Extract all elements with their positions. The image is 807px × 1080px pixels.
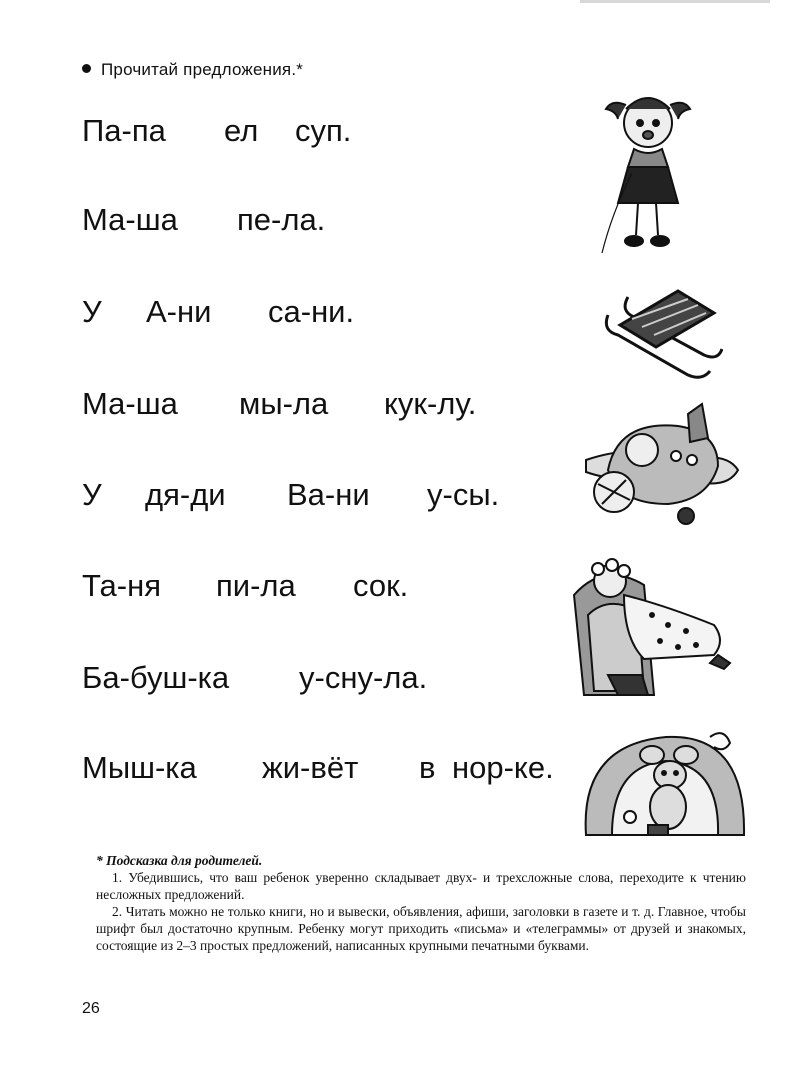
word: пи-ла bbox=[216, 568, 296, 603]
instruction-text: Прочитай предложения.* bbox=[101, 60, 304, 79]
word: Ма-ша bbox=[82, 202, 178, 237]
grandma-icon bbox=[568, 555, 738, 705]
word: Па-па bbox=[82, 113, 166, 148]
top-edge-line bbox=[580, 0, 770, 3]
bullet-dot-icon bbox=[82, 64, 91, 73]
word: кук-лу. bbox=[384, 386, 477, 421]
word: ел bbox=[224, 113, 259, 148]
mouse-icon bbox=[582, 725, 747, 845]
word: са-ни. bbox=[268, 294, 355, 329]
hint-item-2: 2. Читать можно не только книги, но и вывески, объявления, афиши, заголовки в газете и т. д. Главное, чтобы шрифт был достаточно крупным. Ребенку могут приходить «письма» и «телеграммы» от друзей и знакомых, состоящие из 2–3 простых предложений, написанных крупными печатными буквами. bbox=[96, 904, 746, 953]
word: жи-вёт bbox=[262, 750, 359, 785]
word: у-сы. bbox=[427, 477, 500, 512]
girl-icon bbox=[590, 85, 710, 260]
parents-hint bbox=[96, 852, 746, 954]
word: суп. bbox=[295, 113, 352, 148]
word: Ва-ни bbox=[287, 477, 370, 512]
word: сок. bbox=[353, 568, 409, 603]
sled-icon bbox=[598, 285, 723, 380]
word: Ба-буш-ка bbox=[82, 660, 230, 695]
word: у-сну-ла. bbox=[299, 660, 428, 695]
word: Ма-ша bbox=[82, 386, 178, 421]
word: мы-ла bbox=[239, 386, 329, 421]
word: У bbox=[82, 477, 102, 512]
hint-item-1: 1. Убедившись, что ваш ребенок уверенно складывает двух- и трехсложные слова, переходите к чтению несложных предложений. bbox=[96, 870, 746, 902]
word: Та-ня bbox=[82, 568, 162, 603]
airplane-icon bbox=[578, 400, 743, 530]
word: А-ни bbox=[146, 294, 212, 329]
word: нор-ке. bbox=[452, 750, 554, 785]
word: пе-ла. bbox=[237, 202, 326, 237]
word: дя-ди bbox=[145, 477, 226, 512]
word: У bbox=[82, 294, 102, 329]
hint-title: * Подсказка для родителей. bbox=[96, 853, 263, 868]
word: Мыш-ка bbox=[82, 750, 197, 785]
page-number: 26 bbox=[82, 1000, 100, 1017]
word: в bbox=[419, 750, 436, 785]
instruction bbox=[82, 60, 303, 80]
